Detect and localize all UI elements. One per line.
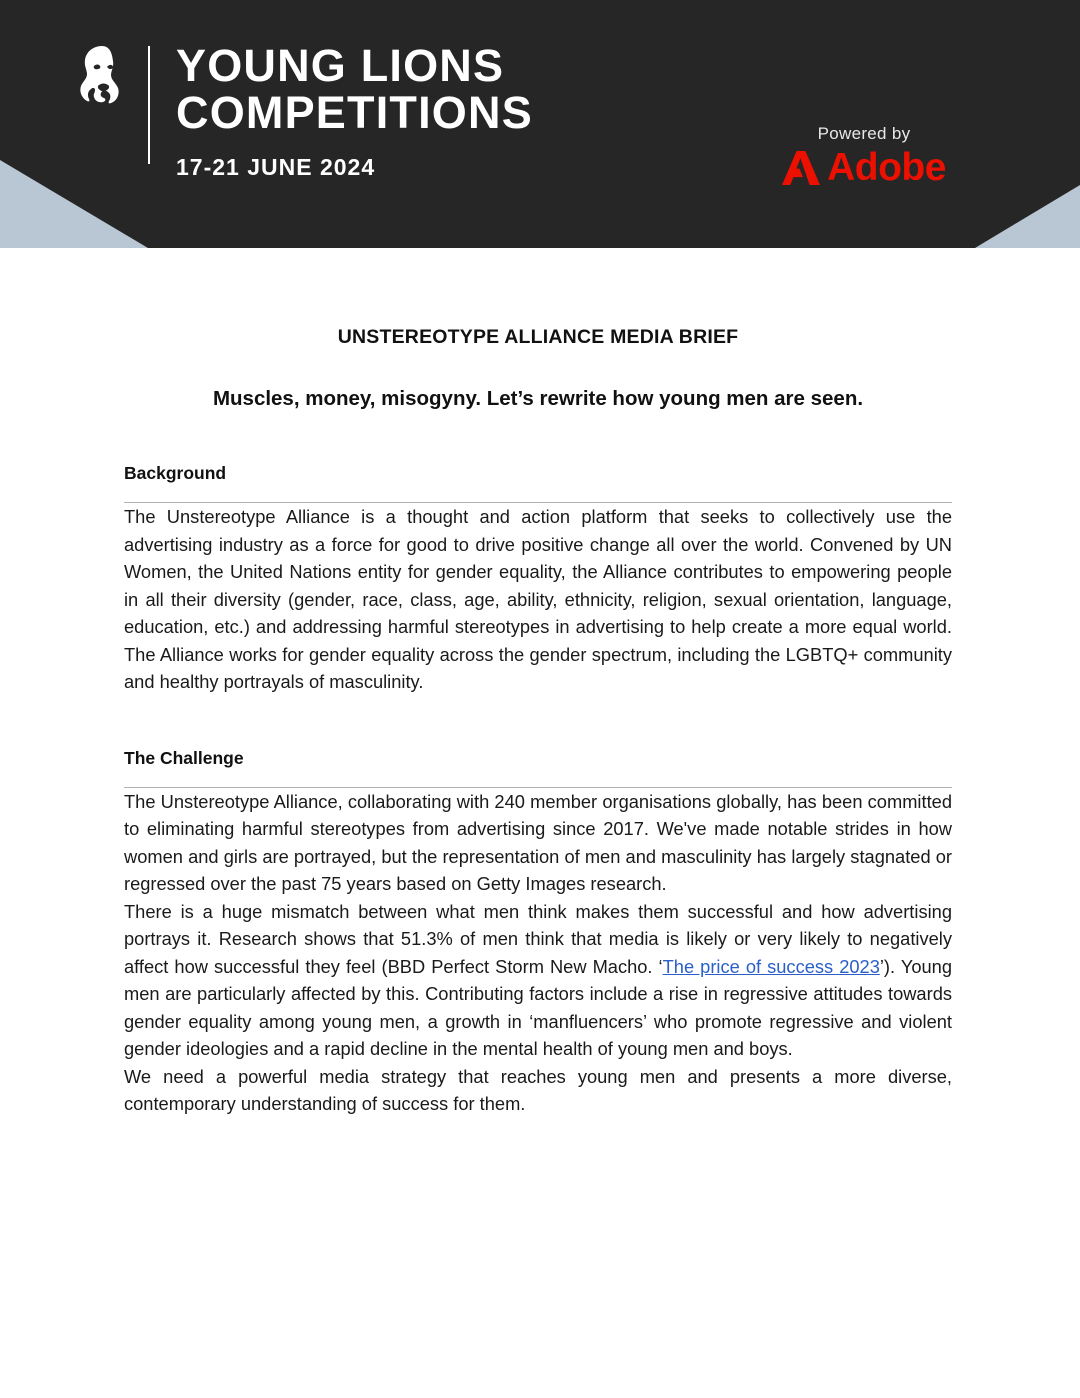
challenge-paragraph-2 bbox=[124, 898, 952, 1063]
header-title-line1: YOUNG LIONS bbox=[176, 40, 505, 91]
price-of-success-link[interactable]: The price of success 2023 bbox=[662, 955, 880, 977]
background-paragraph-1: The Unstereotype Alliance is a thought and action platform that seeks to collectively use the advertising industry as a force for good to drive positive change all over the world. Convened by UN Women, the United Nations entity for gender equality, the Alliance contributes to empowering people in all their diversity (gender, race, class, age, ability, ethnicity, religion, sexual orientation, language, education, etc.) and addressing harmful stereotypes in advertising to help create a more equal world. The Alliance works for gender equality across the gender spectrum, including the LGBTQ+ community and healthy portrayals of masculinity. bbox=[124, 506, 952, 692]
challenge-paragraph-3: We need a powerful media strategy that reaches young men and presents a more diverse, contemporary understanding of success for them. bbox=[124, 1065, 952, 1114]
section-heading-background: Background bbox=[124, 463, 227, 483]
adobe-logo bbox=[744, 148, 984, 187]
document-subtitle: Muscles, money, misogyny. Let’s rewrite how young men are seen. bbox=[212, 387, 864, 410]
logo-divider bbox=[148, 46, 150, 164]
lion-head-icon bbox=[72, 42, 134, 128]
document-title: UNSTEREOTYPE ALLIANCE MEDIA BRIEF bbox=[337, 326, 739, 348]
adobe-wordmark: Adobe bbox=[827, 146, 946, 189]
adobe-a-icon bbox=[782, 151, 820, 185]
powered-by-label: Powered by bbox=[817, 124, 911, 143]
powered-by-adobe bbox=[744, 124, 984, 187]
header-title-line2: COMPETITIONS bbox=[176, 87, 533, 138]
challenge-paragraph-2-after-link: ’). Young men are particularly affected by this. Contributing factors include a rise in regressive attitudes towards gender equality among young men, a growth in ‘manfluencers’ who promote regressive and violent gender ideologies and a rapid decline in the mental health of young men and boys. bbox=[124, 955, 952, 1059]
young-lions-logo bbox=[72, 42, 533, 181]
challenge-paragraph-2-before-link: There is a huge mismatch between what men think makes them successful and how advertising portrays it. Research shows that 51.3% of men think that media is likely or very likely to negatively affect how successful they feel (BBD Perfect Storm New Macho. ‘ bbox=[124, 900, 952, 977]
header-dates: 17-21 JUNE 2024 bbox=[176, 154, 376, 180]
brand-header bbox=[0, 0, 1080, 248]
header-titles bbox=[176, 42, 533, 181]
challenge-paragraph-1: The Unstereotype Alliance, collaborating with 240 member organisations globally, has been committed to eliminating harmful stereotypes from advertising since 2017. We've made notable strides in how women and girls are portrayed, but the representation of men and masculinity has largely stagnated or regressed over the past 75 years based on Getty Images research. bbox=[124, 790, 952, 894]
document-content bbox=[0, 248, 1080, 1118]
section-heading-challenge: The Challenge bbox=[124, 747, 244, 768]
